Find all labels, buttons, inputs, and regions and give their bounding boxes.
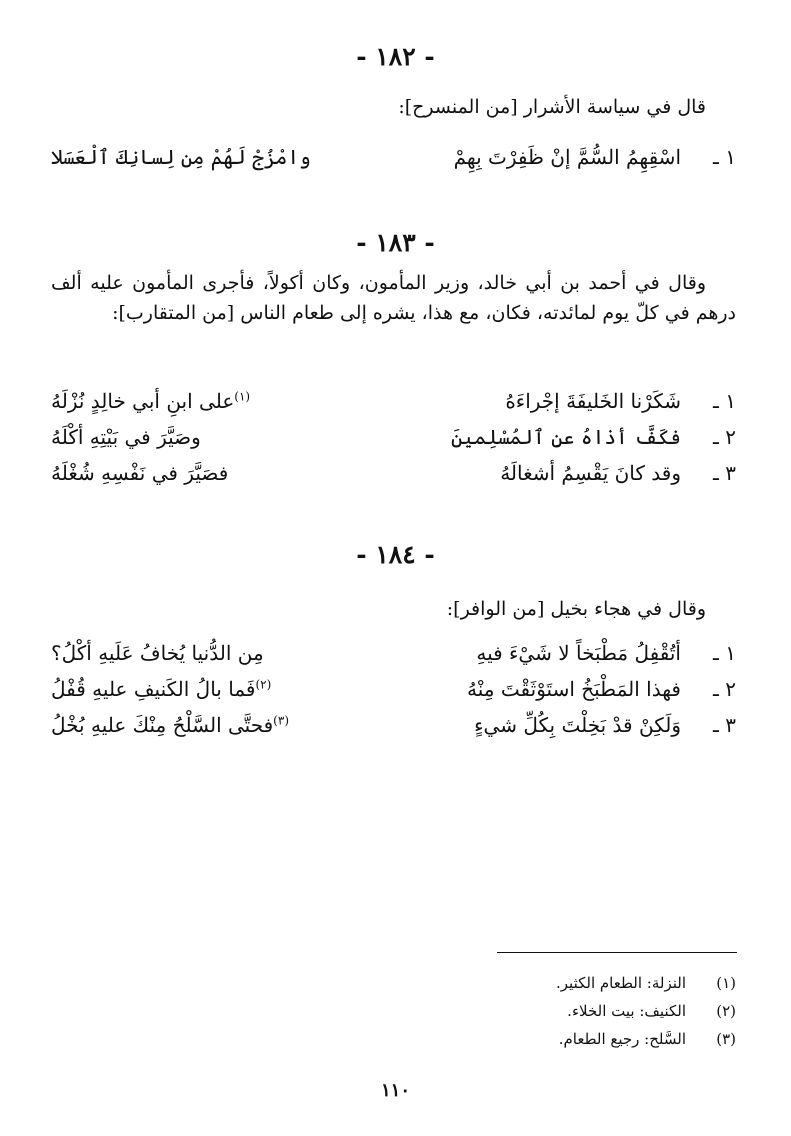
footnote-marker: (٢) — [255, 677, 272, 692]
poem-number: - ١٨٣ - — [356, 228, 435, 257]
verse-number: ٣ ـ — [713, 461, 736, 485]
verse-first-hemistich: وقد كانَ يَقْسِمُ أشغالَهُ — [500, 461, 681, 485]
poem-number: - ١٨٤ - — [356, 540, 435, 569]
verse-line — [51, 672, 736, 706]
verse-number: ١ ـ — [713, 145, 736, 169]
verse-line — [51, 636, 736, 670]
footnote-number: (١) — [716, 974, 736, 992]
verse-number: ٣ ـ — [713, 713, 736, 737]
footnote-divider — [497, 952, 737, 953]
verse-line — [51, 708, 736, 742]
verse-number: ١ ـ — [713, 389, 736, 413]
footnote-marker: (٣) — [273, 713, 289, 728]
verse-first-hemistich: وَلَكِنْ قدْ بَخِلْتَ بِكُلِّ شيءٍ — [474, 713, 681, 737]
poem-number: - ١٨٢ - — [356, 42, 435, 71]
verse-second-hemistich-text: فَما بالُ الكَنيفِ عليهِ قُفْلُ — [51, 677, 256, 701]
verse-second-hemistich: فصَيَّرَ في نَفْسِهِ شُغْلَهُ — [51, 461, 229, 485]
verse-second-hemistich — [51, 672, 271, 706]
page-number: ١١٠ — [380, 1080, 410, 1101]
verse-first-hemistich: شَكَرْنا الخَليفَةَ إجْراءَهُ — [505, 389, 681, 413]
verse-second-hemistich-text: على ابنِ أبي خالِدٍ نُزْلَهُ — [51, 389, 235, 413]
verse-second-hemistich-text: فحتَّى السَّلْحُ مِنْكَ عليهِ بُخْلُ — [51, 713, 274, 737]
footnote — [336, 1026, 736, 1052]
verse-first-hemistich: أتُقْفِلُ مَطْبَخاً لا شَيْءَ فيهِ — [476, 641, 681, 665]
poem-intro-paragraph: وقال في أحمد بن أبي خالد، وزير المأمون، وكان أكولاً، فأجرى المأمون عليه ألف درهم في كلّ يوم لمائدته، فكان، مع هذا، يشره إلى طعام الناس [من المتقارب]: — [51, 272, 736, 324]
verse-first-hemistich: فهذا المَطْبَخُ استَوْثَقْتَ مِنْهُ — [467, 677, 681, 701]
poem-intro: وقال في هجاء بخيل [من الوافر]: — [446, 598, 706, 620]
verse-number: ٢ ـ — [713, 677, 736, 701]
verse-line — [51, 140, 736, 174]
footnote — [336, 970, 736, 996]
poem-intro: قال في سياسة الأشرار [من المنسرح]: — [398, 96, 706, 118]
verse-second-hemistich — [51, 384, 250, 418]
verse-second-hemistich: مِن الدُّنيا يُخافُ عَلَيهِ أكْلُ؟ — [51, 641, 264, 665]
verse-line — [51, 420, 736, 454]
verse-number: ٢ ـ — [713, 425, 736, 449]
verse-number: ١ ـ — [713, 641, 736, 665]
verse-second-hemistich: وامْزُجْ لَهُمْ مِن لِسانِكَ ٱلْعَسَلا — [51, 145, 311, 169]
footnote-number: (٢) — [716, 1002, 736, 1020]
verse-first-hemistich: فكَفَّ أذاهُ عنِ ٱلمُسْلِمينَ — [450, 425, 681, 449]
footnote-text: النزلة: الطعام الكثير. — [556, 974, 686, 992]
footnote — [336, 998, 736, 1024]
verse-second-hemistich: وصَيَّرَ في بَيْتِهِ أكْلَهُ — [51, 425, 201, 449]
footnote-number: (٣) — [716, 1030, 736, 1048]
verse-line — [51, 384, 736, 418]
footnote-text: السَّلح: رجيع الطعام. — [558, 1030, 686, 1048]
verse-first-hemistich: اسْقِهِمُ السُّمَّ إنْ ظَفِرْتَ بِهِمْ — [453, 145, 681, 169]
footnote-marker: (١) — [234, 389, 251, 404]
footnote-text: الكنيف: بيت الخلاء. — [567, 1002, 686, 1020]
verse-line — [51, 456, 736, 490]
verse-second-hemistich — [51, 708, 289, 742]
